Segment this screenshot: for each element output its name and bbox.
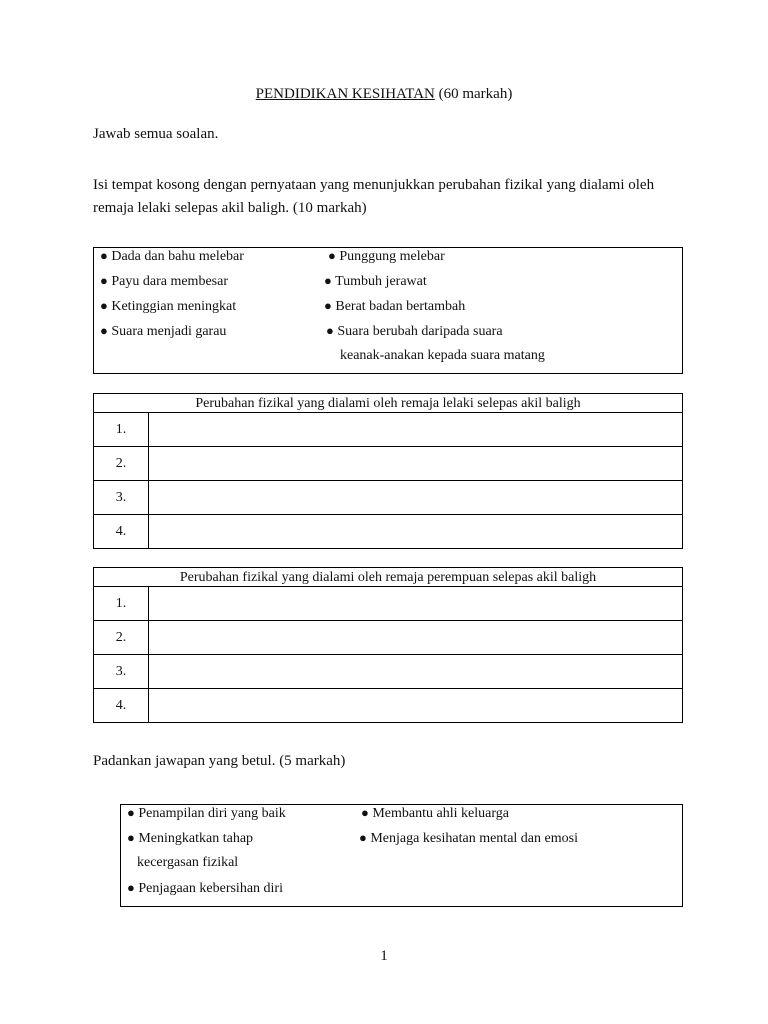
answer-cell[interactable]	[149, 413, 683, 447]
row-number: 2.	[94, 447, 149, 481]
table-row	[94, 515, 683, 549]
q1-option-right-3: ● Berat badan bertambah	[324, 298, 466, 314]
q1-options-box	[93, 247, 683, 374]
q1-option-left-4: ● Suara menjadi garau	[100, 323, 227, 339]
answer-cell[interactable]	[149, 587, 683, 621]
q2-option-left-1: ● Penampilan diri yang baik	[127, 805, 286, 821]
table-boys	[93, 393, 683, 549]
q2-options-box	[120, 804, 683, 907]
table-row	[94, 587, 683, 621]
q2-option-right-1: ● Membantu ahli keluarga	[361, 805, 509, 821]
q1-option-right-4-cont: keanak-anakan kepada suara matang	[340, 348, 545, 363]
q1-option-right-4: ● Suara berubah daripada suara	[326, 323, 503, 339]
row-number: 1.	[94, 587, 149, 621]
row-number: 3.	[94, 655, 149, 689]
table-girls	[93, 567, 683, 723]
q2-prompt: Padankan jawapan yang betul. (5 markah)	[93, 753, 346, 769]
q2-option-right-2: ● Menjaga kesihatan mental dan emosi	[359, 830, 578, 846]
table-row	[94, 621, 683, 655]
page-title	[0, 86, 768, 103]
title-marks: (60 markah)	[438, 86, 513, 102]
instruction: Jawab semua soalan.	[93, 126, 219, 142]
q2-option-left-2-cont: kecergasan fizikal	[137, 855, 239, 870]
answer-cell[interactable]	[149, 481, 683, 515]
row-number: 1.	[94, 413, 149, 447]
table-row	[94, 413, 683, 447]
title-main: PENDIDIKAN KESIHATAN	[255, 86, 435, 102]
q2-option-left-3: ● Penjagaan kebersihan diri	[127, 880, 283, 896]
q1-option-left-3: ● Ketinggian meningkat	[100, 298, 237, 314]
table-row	[94, 655, 683, 689]
table-row	[94, 447, 683, 481]
q1-option-right-2: ● Tumbuh jerawat	[324, 273, 427, 289]
row-number: 3.	[94, 481, 149, 515]
q2-option-left-2: ● Meningkatkan tahap	[127, 830, 254, 846]
table-row	[94, 481, 683, 515]
table-girls-header: Perubahan fizikal yang dialami oleh remaja perempuan selepas akil baligh	[94, 568, 683, 587]
row-number: 4.	[94, 515, 149, 549]
answer-cell[interactable]	[149, 515, 683, 549]
answer-cell[interactable]	[149, 655, 683, 689]
q1-prompt-line2: remaja lelaki selepas akil baligh. (10 markah)	[93, 200, 367, 216]
answer-cell[interactable]	[149, 621, 683, 655]
row-number: 2.	[94, 621, 149, 655]
answer-cell[interactable]	[149, 689, 683, 723]
table-boys-header: Perubahan fizikal yang dialami oleh remaja lelaki selepas akil baligh	[94, 394, 683, 413]
page-number: 1	[380, 948, 388, 964]
q1-prompt-line1: Isi tempat kosong dengan pernyataan yang menunjukkan perubahan fizikal yang dialami oleh	[93, 177, 655, 193]
row-number: 4.	[94, 689, 149, 723]
q1-option-left-1: ● Dada dan bahu melebar	[100, 248, 244, 264]
q1-option-left-2: ● Payu dara membesar	[100, 273, 228, 289]
answer-cell[interactable]	[149, 447, 683, 481]
table-row	[94, 689, 683, 723]
q1-option-right-1: ● Punggung melebar	[328, 248, 445, 264]
